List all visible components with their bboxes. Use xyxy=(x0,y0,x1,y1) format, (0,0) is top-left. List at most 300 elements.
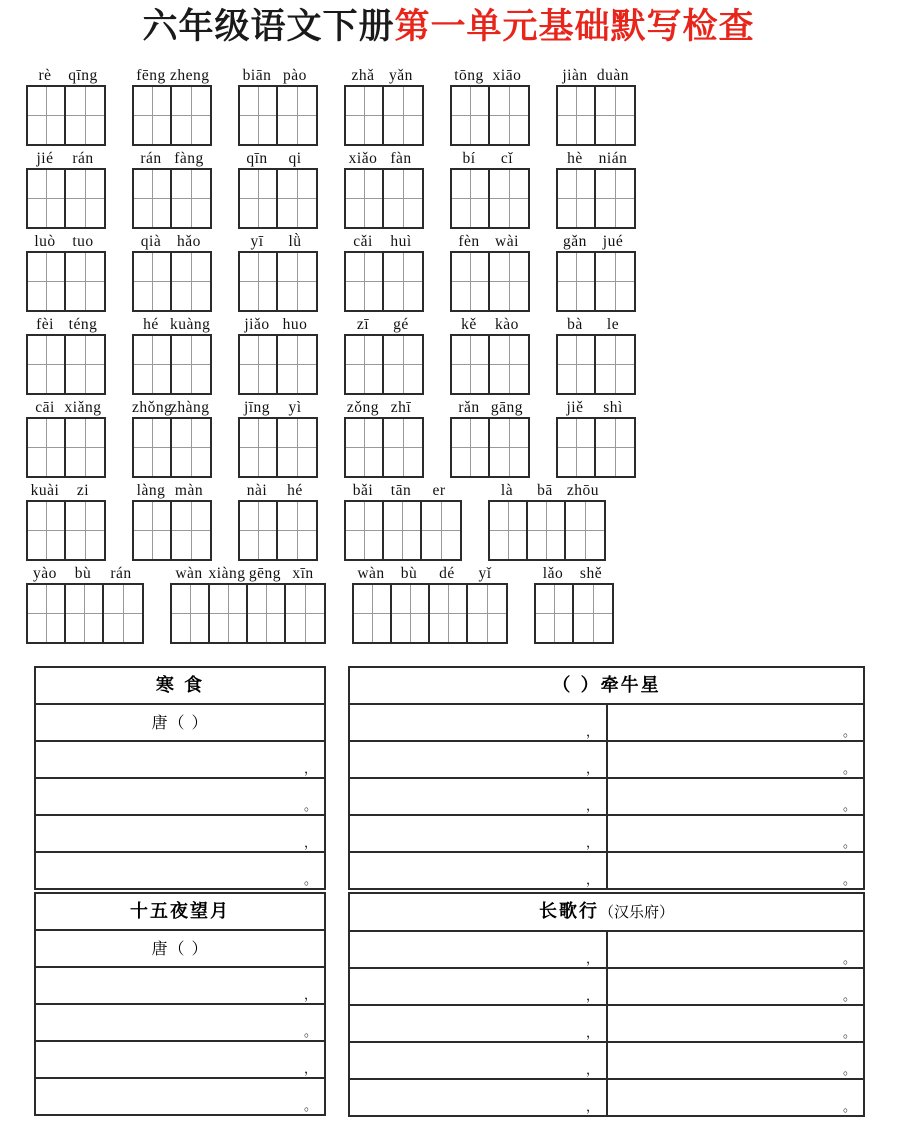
pinyin-syllable: lǎo xyxy=(542,564,564,582)
poem-answer-blank-right[interactable] xyxy=(608,1006,863,1041)
character-cell[interactable] xyxy=(66,419,104,476)
pinyin-word-block xyxy=(344,316,424,395)
pinyin-syllable: dé xyxy=(439,564,455,582)
character-cell[interactable] xyxy=(172,336,210,393)
poem-answer-row[interactable] xyxy=(36,968,324,1005)
pinyin-syllable: qi xyxy=(288,149,302,167)
punctuation-mark: ， xyxy=(586,872,600,888)
pinyin-word-block xyxy=(450,67,530,146)
poem-answer-row[interactable] xyxy=(36,742,324,779)
character-grid[interactable] xyxy=(344,251,424,312)
character-cell[interactable] xyxy=(104,585,142,642)
poem-answer-blank-left[interactable] xyxy=(350,932,608,967)
character-cell[interactable] xyxy=(28,87,66,144)
pinyin-syllable: jīng xyxy=(243,398,271,416)
punctuation-mark: 。 xyxy=(842,872,856,888)
pinyin-label xyxy=(344,399,424,417)
character-cell[interactable] xyxy=(66,336,104,393)
pinyin-word-block xyxy=(170,565,326,644)
pinyin-syllable: hé xyxy=(143,315,159,333)
poem-table xyxy=(34,892,326,1116)
poem-answer-blank-left[interactable] xyxy=(350,969,608,1004)
character-cell[interactable] xyxy=(28,502,66,559)
poem-answer-row[interactable] xyxy=(350,1043,863,1080)
pinyin-word-block xyxy=(132,67,212,146)
pinyin-label xyxy=(352,565,508,583)
pinyin-label xyxy=(170,565,326,583)
poem-author-blank[interactable]: 唐（ ） xyxy=(151,712,209,732)
pinyin-label xyxy=(26,150,106,168)
poem-answer-row[interactable] xyxy=(36,1079,324,1114)
pinyin-syllable: xiǎo xyxy=(348,149,378,167)
poem-answer-blank[interactable] xyxy=(36,742,324,777)
pinyin-syllable: duàn xyxy=(596,66,630,84)
character-cell[interactable] xyxy=(430,585,468,642)
poem-answer-blank-left[interactable] xyxy=(350,742,608,777)
character-grid[interactable] xyxy=(26,417,106,478)
character-cell[interactable] xyxy=(384,419,422,476)
pinyin-syllable: zhàng xyxy=(170,398,210,416)
character-cell[interactable] xyxy=(490,502,528,559)
pinyin-label xyxy=(450,316,530,334)
character-cell[interactable] xyxy=(66,585,104,642)
character-cell[interactable] xyxy=(240,502,278,559)
pinyin-syllable: zheng xyxy=(170,66,210,84)
character-cell[interactable] xyxy=(596,87,634,144)
character-grid[interactable] xyxy=(132,85,212,146)
poem-answer-blank[interactable] xyxy=(36,779,324,814)
punctuation-mark: 。 xyxy=(842,1099,856,1115)
poem-answer-row[interactable] xyxy=(350,705,863,742)
character-grid[interactable] xyxy=(132,251,212,312)
poem-answer-blank-left[interactable] xyxy=(350,816,608,851)
pinyin-syllable: rǎn xyxy=(458,398,480,416)
poem-answer-blank[interactable] xyxy=(36,968,324,1003)
character-cell[interactable] xyxy=(384,253,422,310)
pinyin-word-block xyxy=(238,67,318,146)
character-cell[interactable] xyxy=(240,336,278,393)
character-cell[interactable] xyxy=(384,170,422,227)
pinyin-syllable: yǎn xyxy=(389,66,413,84)
poem-table xyxy=(34,666,326,890)
character-cell[interactable] xyxy=(392,585,430,642)
pinyin-syllable: shě xyxy=(579,564,603,582)
character-cell[interactable] xyxy=(66,170,104,227)
pinyin-label xyxy=(26,565,144,583)
poem-answer-blank-right[interactable] xyxy=(608,816,863,851)
pinyin-word-block xyxy=(450,399,530,478)
poem-answer-row[interactable] xyxy=(350,853,863,888)
poem-answer-row[interactable] xyxy=(36,1042,324,1079)
pinyin-word-block xyxy=(488,482,606,561)
poem-answer-blank-left[interactable] xyxy=(350,853,608,888)
character-cell[interactable] xyxy=(490,170,528,227)
pinyin-label xyxy=(344,67,424,85)
pinyin-row xyxy=(0,561,897,644)
character-cell[interactable] xyxy=(346,502,384,559)
pinyin-label xyxy=(26,399,106,417)
character-grid[interactable] xyxy=(238,334,318,395)
character-cell[interactable] xyxy=(28,419,66,476)
character-grid[interactable] xyxy=(450,334,530,395)
character-grid[interactable] xyxy=(450,85,530,146)
character-grid[interactable] xyxy=(556,417,636,478)
punctuation-mark: ， xyxy=(586,761,600,777)
pinyin-label xyxy=(450,150,530,168)
character-cell[interactable] xyxy=(490,253,528,310)
poem-answer-blank-right[interactable] xyxy=(608,932,863,967)
poem-answer-row[interactable] xyxy=(350,742,863,779)
character-cell[interactable] xyxy=(452,253,490,310)
character-cell[interactable] xyxy=(490,419,528,476)
pinyin-word-block xyxy=(556,150,636,229)
character-grid[interactable] xyxy=(556,334,636,395)
pinyin-syllable: tān xyxy=(390,481,412,499)
pinyin-word-block xyxy=(450,150,530,229)
character-cell[interactable] xyxy=(596,170,634,227)
pinyin-syllable: le xyxy=(606,315,620,333)
pinyin-word-block xyxy=(26,150,106,229)
pinyin-label xyxy=(344,482,462,500)
character-cell[interactable] xyxy=(278,336,316,393)
punctuation-mark: 。 xyxy=(303,1024,317,1040)
character-cell[interactable] xyxy=(172,170,210,227)
character-grid[interactable] xyxy=(238,168,318,229)
pinyin-label xyxy=(238,67,318,85)
character-grid[interactable] xyxy=(170,583,326,644)
poem-answer-blank-right[interactable] xyxy=(608,969,863,1004)
poem-answer-blank[interactable] xyxy=(36,1042,324,1077)
character-grid[interactable] xyxy=(450,168,530,229)
pinyin-syllable: fàng xyxy=(174,149,204,167)
character-cell[interactable] xyxy=(28,336,66,393)
pinyin-syllable: bǎi xyxy=(352,481,374,499)
character-grid[interactable] xyxy=(238,417,318,478)
character-cell[interactable] xyxy=(596,253,634,310)
pinyin-label xyxy=(132,233,212,251)
punctuation-mark: 。 xyxy=(842,761,856,777)
poem-title-row xyxy=(36,894,324,931)
poem-answer-row[interactable] xyxy=(36,779,324,816)
pinyin-word-block xyxy=(238,316,318,395)
pinyin-word-block xyxy=(26,399,106,478)
character-cell[interactable] xyxy=(558,87,596,144)
character-cell[interactable] xyxy=(134,87,172,144)
poem-answer-blank-right[interactable] xyxy=(608,779,863,814)
character-cell[interactable] xyxy=(384,87,422,144)
punctuation-mark: 。 xyxy=(303,798,317,814)
character-cell[interactable] xyxy=(468,585,506,642)
pinyin-row xyxy=(0,395,897,478)
pinyin-syllable: rán xyxy=(72,149,94,167)
character-cell[interactable] xyxy=(172,87,210,144)
pinyin-syllable: nài xyxy=(246,481,268,499)
character-cell[interactable] xyxy=(240,170,278,227)
poem-answer-row[interactable] xyxy=(350,969,863,1006)
pinyin-label xyxy=(132,316,212,334)
character-cell[interactable] xyxy=(346,170,384,227)
character-cell[interactable] xyxy=(172,502,210,559)
character-grid[interactable] xyxy=(238,85,318,146)
pinyin-syllable: xīn xyxy=(292,564,314,582)
character-grid[interactable] xyxy=(556,251,636,312)
pinyin-syllable: zhōu xyxy=(566,481,600,499)
character-grid[interactable] xyxy=(132,334,212,395)
character-cell[interactable] xyxy=(384,336,422,393)
poem-table xyxy=(348,666,865,890)
pinyin-syllable: bā xyxy=(537,481,553,499)
poem-answer-row[interactable] xyxy=(36,853,324,888)
pinyin-syllable: kào xyxy=(495,315,519,333)
pinyin-syllable: er xyxy=(432,481,446,499)
character-cell[interactable] xyxy=(134,336,172,393)
pinyin-word-block xyxy=(132,150,212,229)
punctuation-mark: ， xyxy=(586,951,600,967)
pinyin-syllable: wàn xyxy=(175,564,203,582)
punctuation-mark: 。 xyxy=(842,1062,856,1078)
character-grid[interactable] xyxy=(238,500,318,561)
pinyin-word-block xyxy=(238,482,318,561)
poem-title-row xyxy=(350,894,863,932)
character-cell[interactable] xyxy=(172,419,210,476)
character-cell[interactable] xyxy=(240,87,278,144)
character-cell[interactable] xyxy=(558,336,596,393)
pinyin-label xyxy=(238,150,318,168)
poem-answer-row[interactable] xyxy=(350,1006,863,1043)
character-grid[interactable] xyxy=(132,168,212,229)
pinyin-word-block xyxy=(450,316,530,395)
character-grid[interactable] xyxy=(344,417,424,478)
character-cell[interactable] xyxy=(558,170,596,227)
pinyin-label xyxy=(26,316,106,334)
pinyin-syllable: hǎo xyxy=(177,232,201,250)
character-cell[interactable] xyxy=(172,585,210,642)
pinyin-syllable: gǎn xyxy=(563,232,587,250)
pinyin-syllable: zi xyxy=(76,481,90,499)
character-grid[interactable] xyxy=(534,583,614,644)
poem-author-row[interactable] xyxy=(36,931,324,968)
character-grid[interactable] xyxy=(352,583,508,644)
pinyin-syllable: zhǎ xyxy=(351,66,375,84)
character-grid[interactable] xyxy=(26,500,106,561)
character-cell[interactable] xyxy=(354,585,392,642)
poem-answer-blank-right[interactable] xyxy=(608,742,863,777)
pinyin-syllable: téng xyxy=(68,315,98,333)
poem-answer-blank[interactable] xyxy=(36,816,324,851)
pinyin-syllable: kuàng xyxy=(170,315,211,333)
pinyin-word-block xyxy=(132,399,212,478)
pinyin-syllable: zǒng xyxy=(346,398,380,416)
pinyin-syllable: bà xyxy=(567,315,583,333)
poem-answer-blank-left[interactable] xyxy=(350,1006,608,1041)
character-grid[interactable] xyxy=(344,168,424,229)
character-cell[interactable] xyxy=(210,585,248,642)
pinyin-syllable: fēng xyxy=(136,66,166,84)
punctuation-mark: 。 xyxy=(842,724,856,740)
character-cell[interactable] xyxy=(28,170,66,227)
character-cell[interactable] xyxy=(28,585,66,642)
character-cell[interactable] xyxy=(278,87,316,144)
pinyin-syllable: jiàn xyxy=(562,66,588,84)
punctuation-mark: ， xyxy=(586,798,600,814)
character-cell[interactable] xyxy=(66,87,104,144)
character-cell[interactable] xyxy=(346,87,384,144)
poem-answer-blank-right[interactable] xyxy=(608,1080,863,1115)
punctuation-mark: ， xyxy=(303,987,317,1003)
poem-answer-row[interactable] xyxy=(350,1080,863,1115)
character-cell[interactable] xyxy=(28,253,66,310)
character-cell[interactable] xyxy=(490,336,528,393)
pinyin-syllable: yì xyxy=(288,398,302,416)
character-cell[interactable] xyxy=(346,419,384,476)
poem-answer-blank-left[interactable] xyxy=(350,1080,608,1115)
poem-title-suffix: （汉乐府） xyxy=(598,902,674,921)
poem-answer-blank-right[interactable] xyxy=(608,853,863,888)
character-grid[interactable] xyxy=(238,251,318,312)
character-cell[interactable] xyxy=(286,585,324,642)
character-grid[interactable] xyxy=(132,417,212,478)
poem-answer-row[interactable] xyxy=(350,779,863,816)
pinyin-syllable: fèn xyxy=(458,232,480,250)
poem-answer-row[interactable] xyxy=(36,1005,324,1042)
pinyin-syllable: wàn xyxy=(357,564,385,582)
character-cell[interactable] xyxy=(134,253,172,310)
pinyin-syllable: cǎi xyxy=(353,232,373,250)
character-cell[interactable] xyxy=(558,419,596,476)
character-grid[interactable] xyxy=(488,500,606,561)
character-cell[interactable] xyxy=(278,502,316,559)
pinyin-label xyxy=(556,316,636,334)
character-cell[interactable] xyxy=(278,170,316,227)
character-cell[interactable] xyxy=(248,585,286,642)
character-cell[interactable] xyxy=(172,253,210,310)
pinyin-syllable: zhǒng xyxy=(132,398,173,416)
pinyin-syllable: rè xyxy=(38,66,52,84)
poem-answer-row[interactable] xyxy=(350,932,863,969)
character-cell[interactable] xyxy=(346,253,384,310)
character-cell[interactable] xyxy=(134,170,172,227)
character-grid[interactable] xyxy=(26,583,144,644)
poem-answer-row[interactable] xyxy=(350,816,863,853)
pinyin-syllable: rán xyxy=(110,564,132,582)
pinyin-word-block xyxy=(352,565,508,644)
poem-answer-blank-left[interactable] xyxy=(350,779,608,814)
pinyin-syllable: huo xyxy=(282,315,308,333)
character-cell[interactable] xyxy=(452,87,490,144)
pinyin-syllable: xiǎng xyxy=(64,398,102,416)
character-cell[interactable] xyxy=(596,336,634,393)
character-cell[interactable] xyxy=(66,502,104,559)
punctuation-mark: ， xyxy=(303,761,317,777)
character-cell[interactable] xyxy=(536,585,574,642)
character-grid[interactable] xyxy=(450,417,530,478)
poem-answer-blank[interactable] xyxy=(36,853,324,888)
pinyin-syllable: bù xyxy=(400,564,418,582)
poem-answer-blank[interactable] xyxy=(36,1005,324,1040)
character-grid[interactable] xyxy=(26,334,106,395)
character-grid[interactable] xyxy=(344,85,424,146)
poem-title-row xyxy=(350,668,863,705)
poem-answer-row[interactable] xyxy=(36,816,324,853)
pinyin-syllable: yī xyxy=(250,232,264,250)
pinyin-word-block xyxy=(534,565,614,644)
pinyin-syllable: bí xyxy=(462,149,476,167)
character-cell[interactable] xyxy=(566,502,604,559)
pinyin-label xyxy=(488,482,606,500)
character-cell[interactable] xyxy=(134,419,172,476)
character-grid[interactable] xyxy=(556,168,636,229)
character-cell[interactable] xyxy=(422,502,460,559)
pinyin-label xyxy=(556,67,636,85)
character-cell[interactable] xyxy=(574,585,612,642)
punctuation-mark: ， xyxy=(586,988,600,1004)
character-grid[interactable] xyxy=(26,251,106,312)
pinyin-syllable: tuo xyxy=(72,232,94,250)
pinyin-word-block xyxy=(556,67,636,146)
character-cell[interactable] xyxy=(384,502,422,559)
character-cell[interactable] xyxy=(490,87,528,144)
pinyin-row xyxy=(0,229,897,312)
page-title-red: 第一单元基础默写检查 xyxy=(394,6,755,47)
character-cell[interactable] xyxy=(452,336,490,393)
punctuation-mark: ， xyxy=(586,1062,600,1078)
character-cell[interactable] xyxy=(240,253,278,310)
pinyin-syllable: biān xyxy=(242,66,272,84)
character-cell[interactable] xyxy=(452,419,490,476)
character-cell[interactable] xyxy=(134,502,172,559)
poem-dictation-section xyxy=(0,666,897,1117)
punctuation-mark: ， xyxy=(586,724,600,740)
poem-answer-blank[interactable] xyxy=(36,1079,324,1114)
pinyin-syllable: hè xyxy=(567,149,583,167)
pinyin-label xyxy=(26,67,106,85)
page-title-black: 六年级语文下册 xyxy=(142,6,395,47)
character-grid[interactable] xyxy=(344,500,462,561)
character-cell[interactable] xyxy=(346,336,384,393)
poem-answer-blank-left[interactable] xyxy=(350,1043,608,1078)
poem-author-row[interactable] xyxy=(36,705,324,742)
character-grid[interactable] xyxy=(132,500,212,561)
character-cell[interactable] xyxy=(452,170,490,227)
pinyin-syllable: yào xyxy=(33,564,57,582)
pinyin-syllable: gé xyxy=(393,315,409,333)
character-cell[interactable] xyxy=(240,419,278,476)
poem-table xyxy=(348,892,865,1117)
poem-author-blank[interactable]: 唐（ ） xyxy=(151,938,209,958)
character-cell[interactable] xyxy=(66,253,104,310)
character-grid[interactable] xyxy=(556,85,636,146)
poem-title: 寒 食 xyxy=(155,674,205,696)
character-cell[interactable] xyxy=(558,253,596,310)
character-cell[interactable] xyxy=(278,419,316,476)
punctuation-mark: 。 xyxy=(303,872,317,888)
poem-answer-blank-left[interactable] xyxy=(350,705,608,740)
poem-answer-blank-right[interactable] xyxy=(608,1043,863,1078)
character-cell[interactable] xyxy=(528,502,566,559)
pinyin-syllable: xiāo xyxy=(492,66,522,84)
character-grid[interactable] xyxy=(26,85,106,146)
character-cell[interactable] xyxy=(278,253,316,310)
pinyin-label xyxy=(132,67,212,85)
pinyin-row xyxy=(0,146,897,229)
poem-answer-blank-right[interactable] xyxy=(608,705,863,740)
character-grid[interactable] xyxy=(344,334,424,395)
character-cell[interactable] xyxy=(596,419,634,476)
character-grid[interactable] xyxy=(450,251,530,312)
character-grid[interactable] xyxy=(26,168,106,229)
pinyin-row xyxy=(0,312,897,395)
pinyin-word-block xyxy=(344,482,462,561)
